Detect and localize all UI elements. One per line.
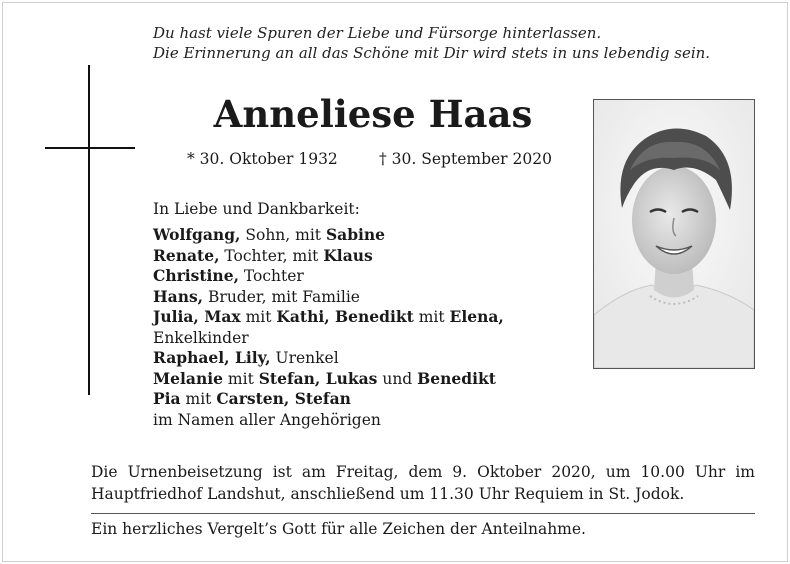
- mourner-line: [153, 246, 504, 267]
- mourner-name: Klaus: [323, 245, 373, 265]
- mourner-line: [153, 307, 504, 328]
- mourner-name: Julia, Max: [153, 307, 241, 326]
- funeral-details-line-2: Hauptfriedhof Landshut, anschließend um 11.30 Uhr Requiem in St. Jodok.: [91, 485, 685, 503]
- mourner-line: [153, 410, 504, 431]
- mourner-name: Kathi, Benedikt: [276, 307, 414, 326]
- mourner-relation: Bruder, mit Familie: [203, 287, 360, 306]
- mourner-relation: mit: [240, 308, 277, 326]
- funeral-details: [91, 461, 755, 505]
- mourner-relation: mit: [222, 369, 259, 388]
- funeral-details-line-1: Die Urnenbeisetzung ist am Freitag, dem 9. Oktober 2020, um 10.00 Uhr im: [91, 463, 755, 481]
- mourner-name: Benedikt: [417, 368, 496, 388]
- mourner-relation: Tochter, mit: [219, 246, 324, 265]
- mourner-line: [153, 266, 504, 287]
- mourner-name: Christine,: [153, 266, 239, 285]
- mourner-name: Raphael, Lily,: [153, 348, 271, 367]
- mourner-relation: mit: [180, 390, 217, 408]
- cross-icon-vertical: [88, 65, 90, 395]
- mourners-intro: In Liebe und Dankbarkeit:: [153, 200, 360, 218]
- portrait-photo: [593, 99, 755, 369]
- mourner-name: Renate,: [153, 245, 220, 265]
- mourner-relation: im Namen aller Angehörigen: [153, 410, 381, 429]
- mourner-name: Elena,: [449, 307, 504, 326]
- mourner-line: [153, 328, 504, 349]
- mourner-name: Hans,: [153, 286, 204, 306]
- mourners-list: [153, 225, 504, 430]
- mourner-line: [153, 389, 504, 410]
- deceased-name: Anneliese Haas: [213, 92, 533, 136]
- quote-line-1: Du hast viele Spuren der Liebe und Fürsorge hinterlassen.: [153, 24, 602, 42]
- birth-date: * 30. Oktober 1932: [187, 150, 338, 168]
- mourner-relation: Tochter: [238, 267, 304, 285]
- mourner-relation: Urenkel: [270, 349, 339, 367]
- death-date: † 30. September 2020: [379, 150, 552, 168]
- mourner-name: Stefan, Lukas: [258, 368, 378, 388]
- mourner-name: Carsten, Stefan: [216, 389, 351, 408]
- mourner-name: Wolfgang,: [153, 225, 241, 244]
- quote-line-2: Die Erinnerung an all das Schöne mit Dir wird stets in uns lebendig sein.: [153, 44, 711, 62]
- mourner-relation: Sohn, mit: [240, 226, 326, 244]
- memorial-quote: [153, 23, 783, 63]
- mourner-name: Pia: [153, 389, 181, 408]
- mourner-relation: und: [377, 369, 418, 388]
- cross-icon-horizontal: [45, 147, 135, 149]
- mourner-line: [153, 225, 504, 246]
- mourner-name: Melanie: [153, 368, 223, 388]
- mourner-relation: Enkelkinder: [153, 328, 249, 347]
- mourner-line: [153, 287, 504, 308]
- mourner-relation: mit: [413, 308, 450, 326]
- thanks-note: Ein herzliches Vergelt’s Gott für alle Zeichen der Anteilnahme.: [91, 520, 586, 538]
- mourner-line: [153, 369, 504, 390]
- obituary-notice: [2, 2, 788, 562]
- divider: [91, 513, 755, 514]
- mourner-line: [153, 348, 504, 369]
- portrait-photo-image: [594, 100, 754, 368]
- mourner-name: Sabine: [325, 225, 386, 244]
